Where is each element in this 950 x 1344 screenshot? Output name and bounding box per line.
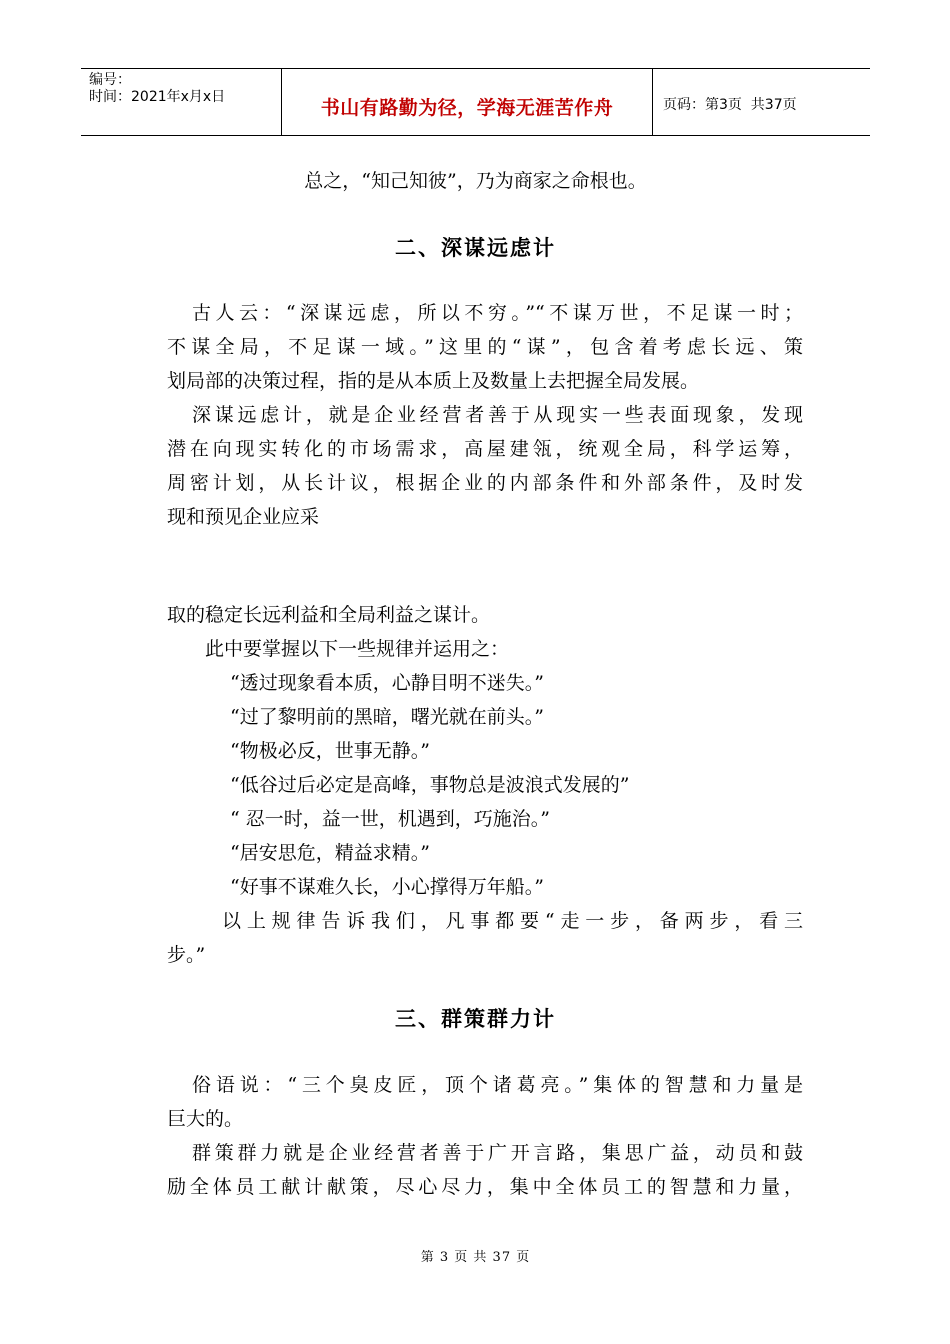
- section-heading-3: 三、群策群力计: [395, 1006, 556, 1031]
- paragraph-6-line-2: 巨大的。: [167, 1108, 244, 1130]
- paragraph-1-line-2: 不谋全局，不足谋一域。”这里的“谋”，包含着考虑长远、策: [167, 336, 803, 358]
- paragraph-7-line-2: 励全体员工献计献策，尽心尽力，集中全体员工的智慧和力量，: [167, 1176, 803, 1198]
- page-header: [81, 68, 870, 136]
- document-time-label: 时间：2021年x月x日: [89, 89, 226, 105]
- page-footer: 第 3 页 共 37 页: [420, 1250, 531, 1265]
- paragraph-6-line-1: 俗语说：“三个臭皮匠，顶个诸葛亮。”集体的智慧和力量是: [192, 1074, 803, 1096]
- conclusion-line: 总之，“知己知彼”，乃为商家之命根也。: [304, 170, 647, 192]
- paragraph-7-line-1: 群策群力就是企业经营者善于广开言路，集思广益，动员和鼓: [192, 1142, 803, 1164]
- rule-item: “透过现象看本质，心静目明不迷失。”: [230, 672, 544, 694]
- rule-item: “物极必反，世事无静。”: [230, 740, 430, 762]
- rule-item: “低谷过后必定是高峰，事物总是波浪式发展的”: [230, 774, 630, 796]
- rule-item: “好事不谋难久长，小心撑得万年船。”: [230, 876, 544, 898]
- paragraph-4-line-1: 此中要掌握以下一些规律并运用之：: [205, 638, 510, 660]
- header-motto-cell: [282, 69, 653, 135]
- header-meta-cell: [81, 69, 282, 135]
- rule-item: “居安思危，精益求精。”: [230, 842, 430, 864]
- paragraph-5-line-2: 步。”: [167, 944, 206, 966]
- section-heading-2: 二、深谋远虑计: [395, 235, 556, 260]
- paragraph-2-line-3: 周密计划，从长计议，根据企业的内部条件和外部条件，及时发: [167, 472, 803, 494]
- rule-item: “ 忍一时，益一世，机遇到，巧施治。”: [230, 808, 550, 830]
- paragraph-3-line-1: 取的稳定长远利益和全局利益之谋计。: [167, 604, 491, 626]
- document-number-label: 编号：: [89, 72, 131, 88]
- paragraph-1-line-1: 古人云：“深谋远虑，所以不穷。”“不谋万世，不足谋一时；: [192, 302, 803, 324]
- paragraph-2-line-2: 潜在向现实转化的市场需求，高屋建瓴，统观全局，科学运筹，: [167, 438, 803, 460]
- rule-item: “过了黎明前的黑暗，曙光就在前头。”: [230, 706, 544, 728]
- paragraph-2-line-1: 深谋远虑计，就是企业经营者善于从现实一些表面现象，发现: [192, 404, 803, 426]
- header-motto: 书山有路勤为径，学海无涯苦作舟: [320, 96, 614, 119]
- paragraph-1-line-3: 划局部的决策过程，指的是从本质上及数量上去把握全局发展。: [167, 370, 700, 392]
- header-page-cell: [653, 69, 870, 135]
- paragraph-5-line-1: 以上规律告诉我们，凡事都要“走一步，备两步，看三: [222, 910, 803, 932]
- paragraph-2-line-4: 现和预见企业应采: [167, 506, 320, 528]
- header-page-info: 页码：第3页 共37页: [663, 97, 797, 113]
